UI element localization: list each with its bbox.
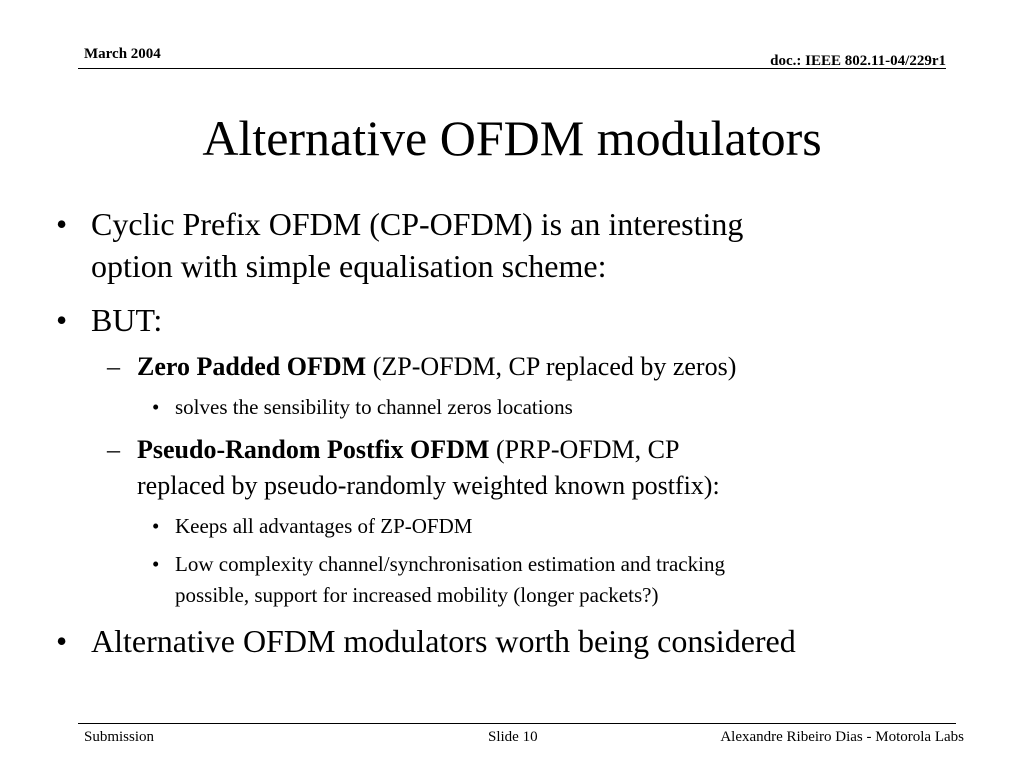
sub-bullet-bold-term: Pseudo-Random Postfix OFDM xyxy=(137,435,490,464)
header-doc-id: doc.: IEEE 802.11-04/229r1 xyxy=(770,53,946,69)
header-rule xyxy=(78,68,946,69)
sub-sub-bullet-text: solves the sensibility to channel zeros locations xyxy=(175,395,573,419)
bullet-marker: • xyxy=(56,302,68,338)
sub-bullet-text xyxy=(137,349,736,385)
sub-bullet-rest: (PRP-OFDM, CP xyxy=(489,435,680,464)
sub-bullet-dash: – xyxy=(107,352,120,381)
sub-bullet-rest: (ZP-OFDM, CP replaced by zeros) xyxy=(366,352,737,381)
bullet-text: BUT: xyxy=(91,302,163,338)
sub-bullet-bold-term: Zero Padded OFDM xyxy=(137,352,367,381)
sub-sub-bullet-marker: • xyxy=(152,395,160,419)
sub-bullet-dash: – xyxy=(107,435,120,464)
sub-sub-bullet-marker: • xyxy=(152,514,160,538)
bullet-text: Cyclic Prefix OFDM (CP-OFDM) is an interesting xyxy=(91,206,744,242)
footer-author: Alexandre Ribeiro Dias - Motorola Labs xyxy=(720,729,964,745)
sub-sub-bullet-marker: • xyxy=(152,552,160,576)
bullet-text: Alternative OFDM modulators worth being considered xyxy=(91,623,796,659)
slide-title: Alternative OFDM modulators xyxy=(202,110,822,166)
bullet-marker: • xyxy=(56,206,68,242)
sub-bullet-text xyxy=(137,432,679,468)
sub-sub-bullet-text: Keeps all advantages of ZP-OFDM xyxy=(175,514,473,538)
bullet-text-continued: option with simple equalisation scheme: xyxy=(91,248,607,284)
sub-bullet-text-continued: replaced by pseudo-randomly weighted known postfix): xyxy=(137,471,720,500)
footer-submission: Submission xyxy=(84,729,155,745)
sub-sub-bullet-text-continued: possible, support for increased mobility (longer packets?) xyxy=(175,583,659,607)
footer-rule xyxy=(78,723,956,724)
sub-sub-bullet-text: Low complexity channel/synchronisation estimation and tracking xyxy=(175,552,725,576)
header-date: March 2004 xyxy=(84,46,161,62)
bullet-marker: • xyxy=(56,623,68,659)
footer-slide-number: Slide 10 xyxy=(488,729,538,745)
